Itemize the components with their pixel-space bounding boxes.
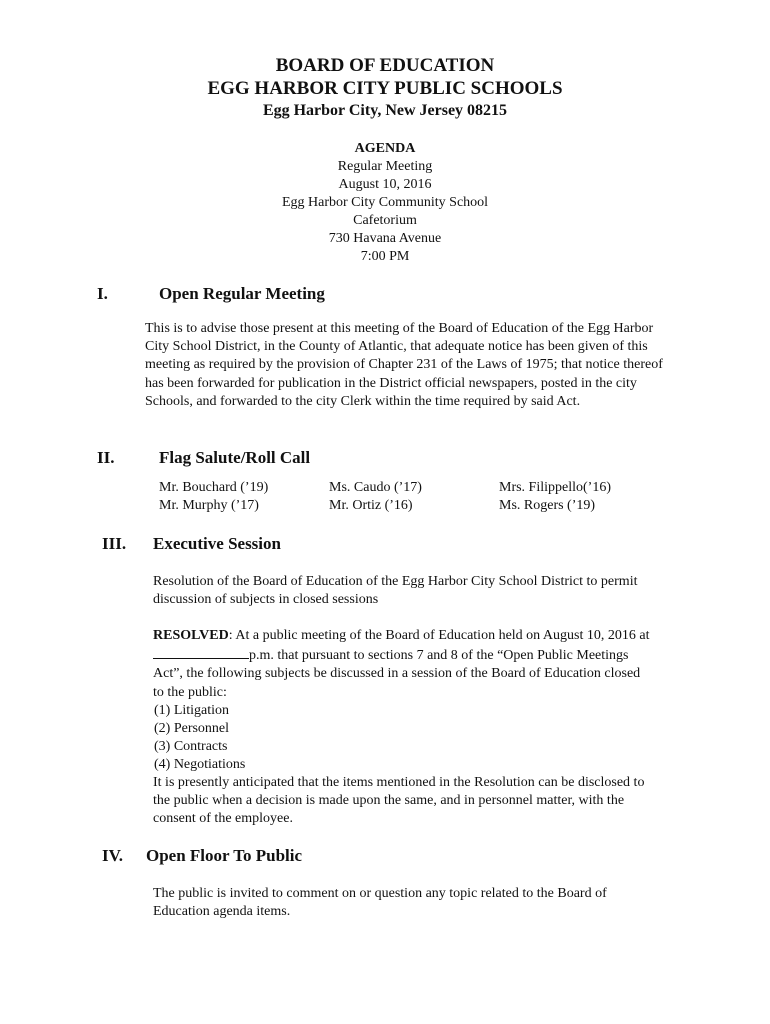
roll-call-member: Mr. Bouchard (’19) — [159, 480, 269, 495]
list-item: (2) Personnel — [154, 720, 230, 736]
closed-session-topics — [153, 702, 651, 774]
section-4-title: Open Floor To Public — [146, 846, 303, 865]
resolved-label: RESOLVED — [153, 628, 229, 643]
meeting-address: 730 Havana Avenue — [328, 231, 442, 246]
section-4-body: The public is invited to comment on or question any topic related to the Board of Education agenda items. — [153, 886, 607, 920]
roll-call-member: Ms. Rogers (’19) — [499, 498, 596, 513]
meeting-time: 7:00 PM — [360, 249, 410, 264]
document-header — [0, 54, 770, 121]
resolved-text-b: p.m. that pursuant to sections 7 and 8 of the “Open Public Meetings Act”, the following subjects be discussed in a session of the Board of Education closed to the public: — [153, 648, 641, 700]
roll-call-member: Ms. Caudo (’17) — [329, 480, 422, 495]
section-1-number: I. — [97, 284, 108, 303]
list-item: (3) Contracts — [154, 738, 228, 754]
roll-call-list — [159, 479, 669, 515]
section-2-title: Flag Salute/Roll Call — [159, 448, 311, 467]
section-3-title: Executive Session — [153, 534, 281, 553]
section-4-number: IV. — [102, 846, 123, 865]
header-district-name: EGG HARBOR CITY PUBLIC SCHOOLS — [207, 78, 563, 99]
section-1-title: Open Regular Meeting — [159, 284, 325, 303]
section-3-number: III. — [102, 534, 127, 553]
meeting-type: Regular Meeting — [337, 159, 433, 174]
section-3-closing: It is presently anticipated that the items mentioned in the Resolution can be disclosed to the public when a decision is made upon the same, and in personnel matter, with the consent of the employee. — [153, 774, 645, 827]
list-item: (1) Litigation — [154, 702, 230, 718]
roll-call-member: Mr. Murphy (’17) — [159, 498, 259, 513]
resolved-text-a: : At a public meeting of the Board of Education held on August 10, 2016 at — [228, 628, 650, 643]
meeting-room: Cafetorium — [353, 213, 417, 228]
section-3-resolution — [153, 627, 651, 828]
header-location: Egg Harbor City, New Jersey 08215 — [262, 102, 508, 119]
list-item: (4) Negotiations — [154, 756, 246, 772]
section-3-intro: Resolution of the Board of Education of the Egg Harbor City School District to permit discussion of subjects in closed sessions — [153, 574, 638, 608]
section-2-number: II. — [97, 448, 115, 467]
meeting-school: Egg Harbor City Community School — [281, 195, 489, 210]
meeting-date: August 10, 2016 — [338, 177, 432, 192]
roll-call-member: Mr. Ortiz (’16) — [329, 498, 413, 513]
section-1-body: This is to advise those present at this meeting of the Board of Education of the Egg Harbor City School District, in the County of Atlantic, that adequate notice has been given of this meeting as required by the provision of Chapter 231 of the Laws of 1975; that notice thereof has been forwarded for publication in the District official newspapers, posted in the city Schools, and forwarded to the city Clerk within the time required by said Act. — [145, 321, 663, 409]
roll-call-member: Mrs. Filippello(’16) — [499, 480, 611, 495]
time-blank-line — [153, 645, 249, 659]
header-board-title: BOARD OF EDUCATION — [275, 55, 495, 76]
agenda-title: AGENDA — [354, 141, 416, 156]
agenda-info — [0, 140, 770, 266]
